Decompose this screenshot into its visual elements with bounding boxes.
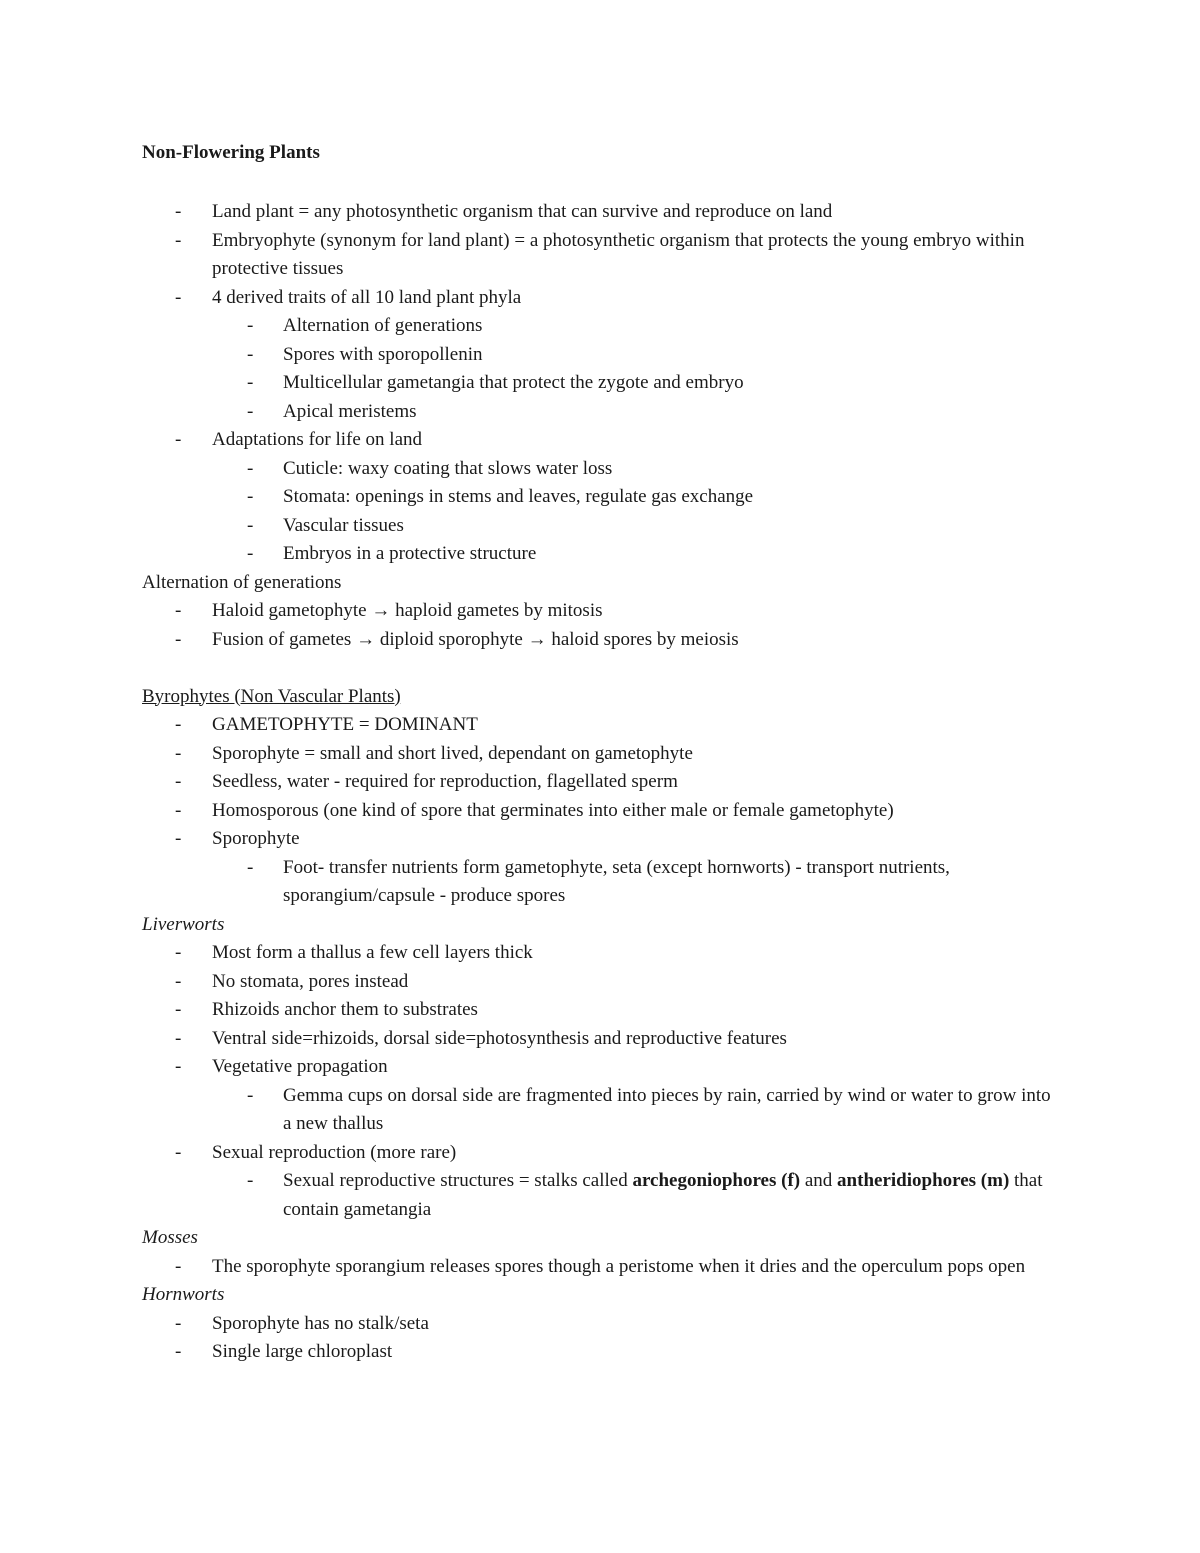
liverworts-list <box>142 939 1062 1224</box>
bryophytes-list <box>142 711 1062 911</box>
list-item: - Haloid gametophyte → haploid gametes by mitosis <box>142 597 1062 626</box>
sub-list-item: - Foot- transfer nutrients form gametophyte, seta (except hornworts) - transport nutrients, sporangium/capsule - produce spores <box>142 854 1062 911</box>
list-item: - Land plant = any photosynthetic organism that can survive and reproduce on land <box>142 198 1062 227</box>
blank-line <box>142 654 1062 683</box>
sub-list-item: - Cuticle: waxy coating that slows water loss <box>142 455 1062 484</box>
list-item: - 4 derived traits of all 10 land plant phyla <box>142 284 1062 313</box>
sub-list-item: - Stomata: openings in stems and leaves, regulate gas exchange <box>142 483 1062 512</box>
antheridiophores-term: antheridiophores (m) <box>837 1170 1010 1191</box>
list-item: - Adaptations for life on land <box>142 426 1062 455</box>
list-item: - Most form a thallus a few cell layers thick <box>142 939 1062 968</box>
archegoniophores-term: archegoniophores (f) <box>632 1170 801 1191</box>
list-item: - Sexual reproduction (more rare) <box>142 1139 1062 1168</box>
sexual-detail-suffix: that contain gametangia <box>283 1170 1043 1220</box>
notes-body <box>142 198 1062 1367</box>
hornworts-list <box>142 1310 1062 1367</box>
sexual-detail-middle: and <box>800 1170 838 1191</box>
hornworts-heading: Hornworts <box>142 1284 225 1305</box>
page-title: Non-Flowering Plants <box>142 142 320 163</box>
list-item: - Vegetative propagation <box>142 1053 1062 1082</box>
list-item: - Sporophyte <box>142 825 1062 854</box>
list-item: - Sporophyte = small and short lived, dependant on gametophyte <box>142 740 1062 769</box>
sub-list-item: - Vascular tissues <box>142 512 1062 541</box>
alternation-list <box>142 597 1062 654</box>
list-item: - Embryophyte (synonym for land plant) = a photosynthetic organism that protects the young embryo within protective tissues <box>142 227 1062 284</box>
list-item: - No stomata, pores instead <box>142 968 1062 997</box>
sub-list-item: - Embryos in a protective structure <box>142 540 1062 569</box>
sub-list-item: - Spores with sporopollenin <box>142 341 1062 370</box>
list-item: - Ventral side=rhizoids, dorsal side=photosynthesis and reproductive features <box>142 1025 1062 1054</box>
sub-list-item: - Multicellular gametangia that protect the zygote and embryo <box>142 369 1062 398</box>
bryophytes-heading: Byrophytes (Non Vascular Plants) <box>142 685 401 707</box>
list-item: - Single large chloroplast <box>142 1338 1062 1367</box>
mosses-list <box>142 1253 1062 1282</box>
liverworts-heading: Liverworts <box>142 913 225 935</box>
list-item: - Fusion of gametes → diploid sporophyte → haloid spores by meiosis <box>142 626 1062 655</box>
list-item: - Homosporous (one kind of spore that germinates into either male or female gametophyte) <box>142 797 1062 826</box>
alternation-heading: Alternation of generations <box>142 571 342 593</box>
mosses-heading: Mosses <box>142 1227 198 1248</box>
list-item: - Sporophyte has no stalk/seta <box>142 1310 1062 1339</box>
sub-list-item: - Alternation of generations <box>142 312 1062 341</box>
list-item: - GAMETOPHYTE = DOMINANT <box>142 711 1062 740</box>
sexual-detail-prefix: Sexual reproductive structures = stalks called <box>283 1170 633 1191</box>
list-item: - The sporophyte sporangium releases spores though a peristome when it dries and the operculum pops open <box>142 1253 1062 1282</box>
sub-list-item: - Gemma cups on dorsal side are fragmented into pieces by rain, carried by wind or water to grow into a new thallus <box>142 1082 1062 1139</box>
list-item: - Seedless, water - required for reproduction, flagellated sperm <box>142 768 1062 797</box>
intro-list <box>142 198 1062 569</box>
sub-list-item: - Apical meristems <box>142 398 1062 427</box>
list-item: - Rhizoids anchor them to substrates <box>142 996 1062 1025</box>
sub-list-item <box>142 1167 1062 1224</box>
